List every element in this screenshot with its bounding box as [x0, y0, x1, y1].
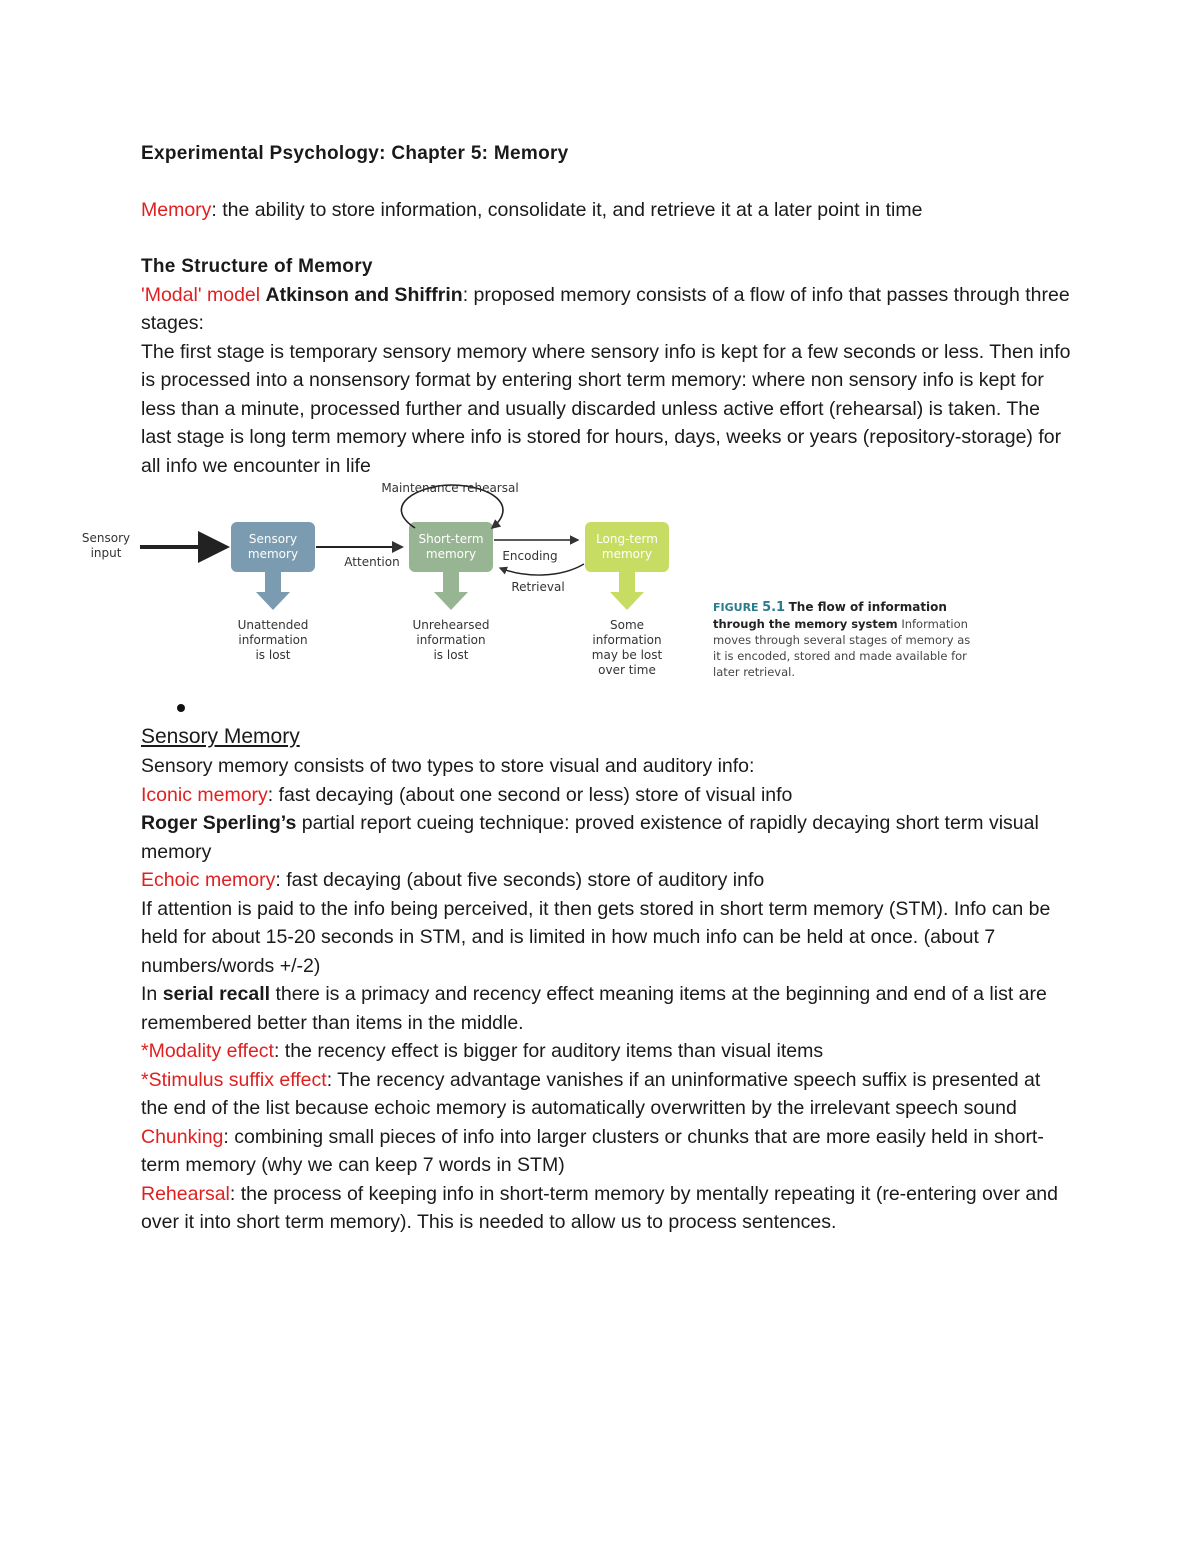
loss3-line1: Some	[609, 618, 645, 632]
retrieval-arrow	[500, 564, 584, 575]
term-serial-recall: serial recall	[162, 983, 271, 1005]
loss3-line2: information	[592, 633, 662, 647]
modal-text: : proposed memory consists of a flow of info that passes through three stages:	[141, 283, 1070, 334]
chunking-text: : combining small pieces of info into larger clusters or chunks that are more easily held in short-term memory (why we can keep 7 words in STM)	[141, 1125, 1044, 1176]
chunking-line	[141, 1123, 1071, 1180]
sensory-section	[141, 722, 1071, 1237]
ltm-loss-arrow	[610, 572, 644, 610]
sperling-name: Roger Sperling’s	[141, 812, 297, 834]
stm-loss-arrow	[434, 572, 468, 610]
sensory-intro: Sensory memory consists of two types to store visual and auditory info:	[141, 755, 755, 777]
document-title: Experimental Psychology: Chapter 5: Memory	[141, 143, 569, 164]
term-modal-model: 'Modal' model	[141, 283, 261, 306]
document-page	[81, 140, 1071, 690]
sensory-input-label-2: input	[90, 546, 122, 560]
sensory-input-label-1: Sensory	[81, 531, 131, 545]
caption-line2	[713, 617, 968, 631]
structure-heading: The Structure of Memory	[141, 255, 373, 277]
loss2-line1: Unrehearsed	[412, 618, 490, 632]
caption-title-2: through the memory system	[713, 617, 898, 631]
serial-text: there is a primacy and recency effect meaning items at the beginning and end of a list are remembered better than items in the middle.	[141, 983, 1047, 1034]
iconic-text: : fast decaying (about one second or less) store of visual info	[267, 783, 793, 806]
bullet-point	[177, 704, 185, 712]
loss2-line2: information	[416, 633, 486, 647]
memory-def-text: : the ability to store information, consolidate it, and retrieve it at a later point in time	[211, 199, 923, 221]
modal-authors: Atkinson and Shiffrin	[265, 283, 463, 306]
serial-recall-line	[141, 980, 1071, 1037]
sperling-text: partial report cueing technique: proved existence of rapidly decaying short term visual memory	[141, 812, 1039, 863]
modality-effect-line	[141, 1037, 1071, 1066]
caption-title-1: The flow of information	[788, 600, 947, 614]
sensory-loss-arrow	[256, 572, 290, 610]
suffix-effect-line	[141, 1066, 1071, 1123]
echoic-text: : fast decaying (about five seconds) store of auditory info	[275, 869, 765, 891]
term-suffix: *Stimulus suffix effect	[141, 1068, 327, 1091]
rehearsal-line	[141, 1180, 1071, 1237]
memory-definition	[141, 196, 1071, 225]
term-modality: *Modality effect	[141, 1040, 274, 1062]
attention-paragraph: If attention is paid to the info being perceived, it then gets stored in short term memory (STM). Info can be held for about 15-20 seconds in STM, and is limited in how much info can be held at once. (about 7 numbers/words +/-2)	[141, 897, 1051, 977]
caption-rest-3: it is encoded, stored and made available for	[713, 649, 967, 663]
suffix-text: : The recency advantage vanishes if an uninformative speech suffix is presented at the end of the list because echoic memory is automatically overwritten by the irrelevant speech sound	[141, 1068, 1041, 1119]
stm-box-label-2: memory	[425, 547, 477, 561]
modal-model-paragraph	[141, 281, 1071, 338]
loss2-line3: is lost	[433, 648, 469, 662]
caption-number: 5.1	[762, 600, 786, 615]
ltm-box-label-1: Long-term	[596, 532, 658, 546]
serial-pre: In	[141, 983, 163, 1005]
iconic-memory-line	[141, 781, 1071, 810]
loss1-line2: information	[238, 633, 308, 647]
caption-rest-4: later retrieval.	[713, 665, 795, 679]
term-rehearsal: Rehearsal	[141, 1182, 230, 1205]
echoic-memory-line	[141, 866, 1071, 895]
modality-text: : the recency effect is bigger for auditory items than visual items	[273, 1040, 824, 1062]
encoding-label: Encoding	[502, 549, 558, 563]
caption-rest-1: Information	[901, 617, 968, 631]
sensory-memory-heading: Sensory Memory	[141, 725, 300, 748]
stages-paragraph: The first stage is temporary sensory memory where sensory info is kept for a few seconds or less. Then info is processed into a nonsensory format by entering short term memory: where non sensory info is kept for less than a minute, processed further and usually discarded unless active effort (rehearsal) is taken. The last stage is long term memory where info is stored for hours, days, weeks or years (repository-storage) for all info we encounter in life	[141, 340, 1071, 477]
memory-flow-diagram	[0, 480, 1000, 690]
term-echoic: Echoic memory	[141, 869, 276, 891]
ltm-box-label-2: memory	[601, 547, 653, 561]
loss1-line3: is lost	[255, 648, 291, 662]
maintenance-label: Maintenance rehearsal	[381, 481, 519, 495]
loss3-line3: may be lost	[591, 648, 663, 662]
loss3-line4: over time	[598, 663, 656, 677]
loss1-line1: Unattended	[237, 618, 309, 632]
term-chunking: Chunking	[141, 1125, 224, 1148]
caption-rest-2: moves through several stages of memory as	[713, 633, 971, 647]
caption-line1	[713, 600, 947, 615]
rehearsal-text: : the process of keeping info in short-term memory by mentally repeating it (re-entering over and over it into short term memory). This is needed to allow us to process sentences.	[141, 1182, 1058, 1233]
stm-box-label-1: Short-term	[418, 532, 484, 546]
term-memory: Memory	[141, 199, 212, 221]
sensory-box-label-1: Sensory	[248, 532, 298, 546]
sperling-line	[141, 809, 1071, 866]
caption-label: FIGURE	[713, 601, 759, 614]
term-iconic: Iconic memory	[141, 783, 268, 806]
sensory-box-label-2: memory	[247, 547, 299, 561]
retrieval-label: Retrieval	[511, 580, 565, 594]
memory-flow-figure	[0, 480, 1000, 690]
attention-label: Attention	[344, 555, 400, 569]
